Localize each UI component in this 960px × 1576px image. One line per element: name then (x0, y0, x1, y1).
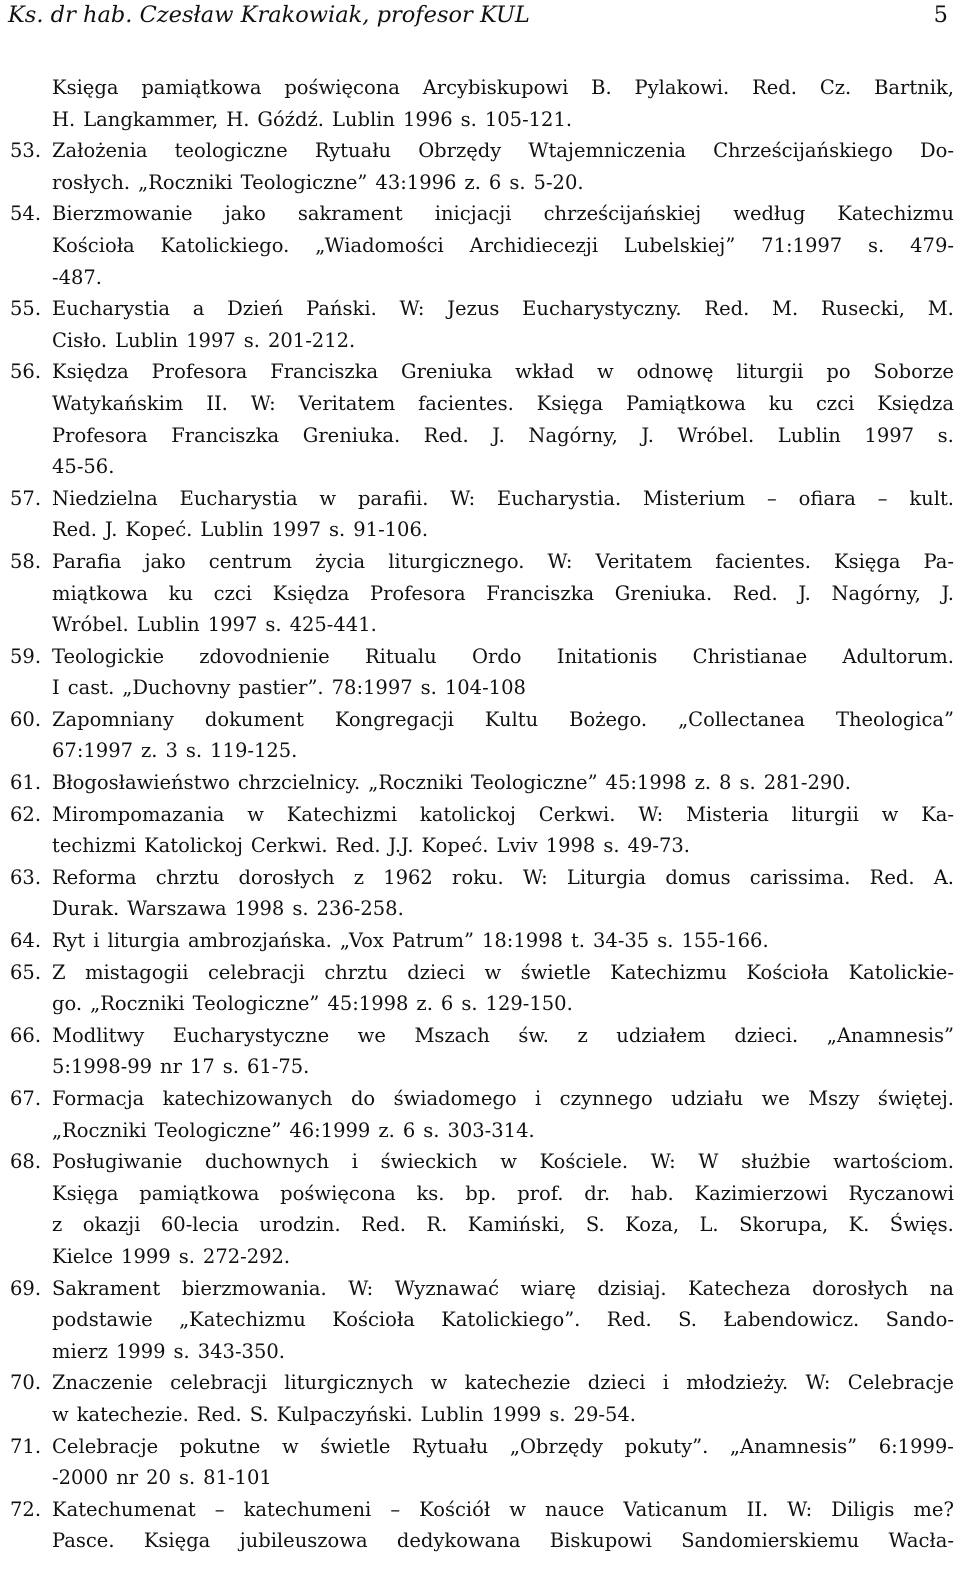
bib-line: -2000 nr 20 s. 81-101 (52, 1466, 272, 1490)
bib-entry (10, 483, 954, 546)
entry-number: 59. (10, 644, 42, 668)
continuation-entry (10, 72, 954, 135)
bib-line: Katechumenat – katechumeni – Kościół w nauce Vaticanum II. W: Diligis me? (52, 1497, 954, 1521)
bib-entry (10, 1494, 954, 1557)
entry-number: 60. (10, 707, 42, 731)
entry-number: 65. (10, 960, 42, 984)
bib-line: Wróbel. Lublin 1997 s. 425-441. (52, 613, 377, 637)
entry-number: 55. (10, 297, 42, 321)
bib-line: Błogosławieństwo chrzcielnicy. „Roczniki Teologiczne” 45:1998 z. 8 s. 281-290. (52, 771, 851, 795)
bib-entry (10, 641, 954, 704)
bib-line: Księga pamiątkowa poświęcona ks. bp. prof. dr. hab. Kazimierzowi Ryczanowi (52, 1181, 954, 1205)
bib-line: Teologickie zdovodnienie Ritualu Ordo Initationis Christianae Adultorum. (52, 644, 954, 668)
bib-line: go. „Roczniki Teologiczne” 45:1998 z. 6 s. 129-150. (52, 992, 573, 1016)
bib-entry (10, 293, 954, 356)
bib-line: H. Langkammer, H. Góźdź. Lublin 1996 s. 105-121. (52, 107, 573, 131)
bib-entry (10, 1020, 954, 1083)
bib-line: Niedzielna Eucharystia w parafii. W: Eucharystia. Misterium – ofiara – kult. (52, 486, 954, 510)
bib-entry (10, 704, 954, 767)
bib-line: Eucharystia a Dzień Pański. W: Jezus Eucharystyczny. Red. M. Rusecki, M. (52, 297, 954, 321)
entry-number: 56. (10, 360, 42, 384)
entry-number: 57. (10, 486, 42, 510)
entry-number: 58. (10, 549, 42, 573)
bib-line: Kielce 1999 s. 272-292. (52, 1244, 291, 1268)
bib-line: Durak. Warszawa 1998 s. 236-258. (52, 897, 404, 921)
bib-line: -487. (52, 265, 103, 289)
bib-entry (10, 767, 954, 799)
bib-line: Modlitwy Eucharystyczne we Mszach św. z udziałem dzieci. „Anamnesis” (52, 1023, 954, 1047)
bib-entry (10, 925, 954, 957)
bib-entry (10, 957, 954, 1020)
bib-line: Sakrament bierzmowania. W: Wyznawać wiarę dzisiaj. Katecheza dorosłych na (52, 1276, 954, 1300)
bib-entry (10, 1431, 954, 1494)
bib-entry (10, 356, 954, 482)
entry-number: 61. (10, 771, 42, 795)
entry-number: 70. (10, 1371, 42, 1395)
bib-line: Założenia teologiczne Rytuału Obrzędy Wtajemniczenia Chrześcijańskiego Do- (52, 139, 954, 163)
bibliography-list (10, 72, 954, 1557)
bib-line: rosłych. „Roczniki Teologiczne” 43:1996 z. 6 s. 5-20. (52, 170, 584, 194)
bib-entry (10, 1083, 954, 1146)
bib-entry (10, 1273, 954, 1368)
bib-line: „Roczniki Teologiczne” 46:1999 z. 6 s. 303-314. (52, 1118, 535, 1142)
bib-line: miątkowa ku czci Księdza Profesora Franciszka Greniuka. Red. J. Nagórny, J. (52, 581, 954, 605)
entry-number: 63. (10, 865, 42, 889)
bib-line: Księga pamiątkowa poświęcona Arcybiskupowi B. Pylakowi. Red. Cz. Bartnik, (52, 76, 954, 99)
page-number: 5 (933, 2, 948, 28)
entry-number: 64. (10, 929, 42, 953)
entry-number: 54. (10, 202, 42, 226)
bib-line: Znaczenie celebracji liturgicznych w katechezie dzieci i młodzieży. W: Celebracje (52, 1371, 954, 1395)
entry-number: 67. (10, 1087, 42, 1110)
bib-line: w katechezie. Red. S. Kulpaczyński. Lublin 1999 s. 29-54. (52, 1402, 636, 1426)
entry-number: 66. (10, 1023, 42, 1047)
bib-line: Formacja katechizowanych do świadomego i czynnego udziału we Mszy świętej. (52, 1087, 954, 1110)
bib-line: Profesora Franciszka Greniuka. Red. J. Nagórny, J. Wróbel. Lublin 1997 s. (52, 423, 954, 447)
bib-line: Księdza Profesora Franciszka Greniuka wkład w odnowę liturgii po Soborze (52, 360, 954, 384)
entry-number: 62. (10, 802, 42, 826)
bib-line: Posługiwanie duchownych i świeckich w Kościele. W: W służbie wartościom. (52, 1150, 954, 1174)
bib-line: Red. J. Kopeć. Lublin 1997 s. 91-106. (52, 518, 429, 542)
bib-line: z okazji 60-lecia urodzin. Red. R. Kamiński, S. Koza, L. Skorupa, K. Święs. (52, 1213, 954, 1237)
bib-line: 45-56. (52, 455, 115, 479)
bib-line: techizmi Katolickoj Cerkwi. Red. J.J. Kopeć. Lviv 1998 s. 49-73. (52, 834, 690, 858)
bib-line: 5:1998-99 nr 17 s. 61-75. (52, 1055, 310, 1079)
bib-entry (10, 862, 954, 925)
entry-number: 69. (10, 1276, 42, 1300)
bib-entry (10, 135, 954, 198)
bib-line: Celebracje pokutne w świetle Rytuału „Obrzędy pokuty”. „Anamnesis” 6:1999- (52, 1434, 954, 1458)
bib-line: podstawie „Katechizmu Kościoła Katolickiego”. Red. S. Łabendowicz. Sando- (52, 1308, 954, 1332)
bib-line: 67:1997 z. 3 s. 119-125. (52, 739, 298, 763)
entry-number: 71. (10, 1434, 42, 1458)
bib-line: Reforma chrztu dorosłych z 1962 roku. W: Liturgia domus carissima. Red. A. (52, 865, 954, 889)
bib-line: mierz 1999 s. 343-350. (52, 1339, 285, 1363)
bib-line: Kościoła Katolickiego. „Wiadomości Archidiecezji Lubelskiej” 71:1997 s. 479- (52, 233, 954, 257)
entry-number: 68. (10, 1150, 42, 1174)
bib-line: Bierzmowanie jako sakrament inicjacji chrześcijańskiej według Katechizmu (52, 202, 954, 226)
bib-line: Watykańskim II. W: Veritatem facientes. Księga Pamiątkowa ku czci Księdza (52, 391, 954, 415)
bib-entry (10, 198, 954, 293)
bib-line: Mirompomazania w Katechizmi katolickoj Cerkwi. W: Misteria liturgii w Ka- (52, 802, 954, 826)
bib-entry (10, 546, 954, 641)
bib-line: Cisło. Lublin 1997 s. 201-212. (52, 328, 356, 352)
bib-entry (10, 1367, 954, 1430)
entry-number: 53. (10, 139, 42, 163)
bib-entry (10, 1146, 954, 1272)
bib-entry (10, 799, 954, 862)
bib-line: I cast. „Duchovny pastier”. 78:1997 s. 104-108 (52, 676, 526, 700)
bib-line: Ryt i liturgia ambrozjańska. „Vox Patrum” 18:1998 t. 34-35 s. 155-166. (52, 929, 769, 953)
header-title: Ks. dr hab. Czesław Krakowiak, profesor KUL (8, 2, 530, 28)
bib-line: Pasce. Księga jubileuszowa dedykowana Biskupowi Sandomierskiemu Wacła- (52, 1529, 954, 1553)
bib-line: Z mistagogii celebracji chrztu dzieci w świetle Katechizmu Kościoła Katolickie- (52, 960, 954, 984)
bib-line: Zapomniany dokument Kongregacji Kultu Bożego. „Collectanea Theologica” (52, 707, 954, 731)
running-header (8, 2, 948, 32)
bib-line: Parafia jako centrum życia liturgicznego. W: Veritatem facientes. Księga Pa- (52, 549, 954, 573)
entry-number: 72. (10, 1497, 42, 1521)
